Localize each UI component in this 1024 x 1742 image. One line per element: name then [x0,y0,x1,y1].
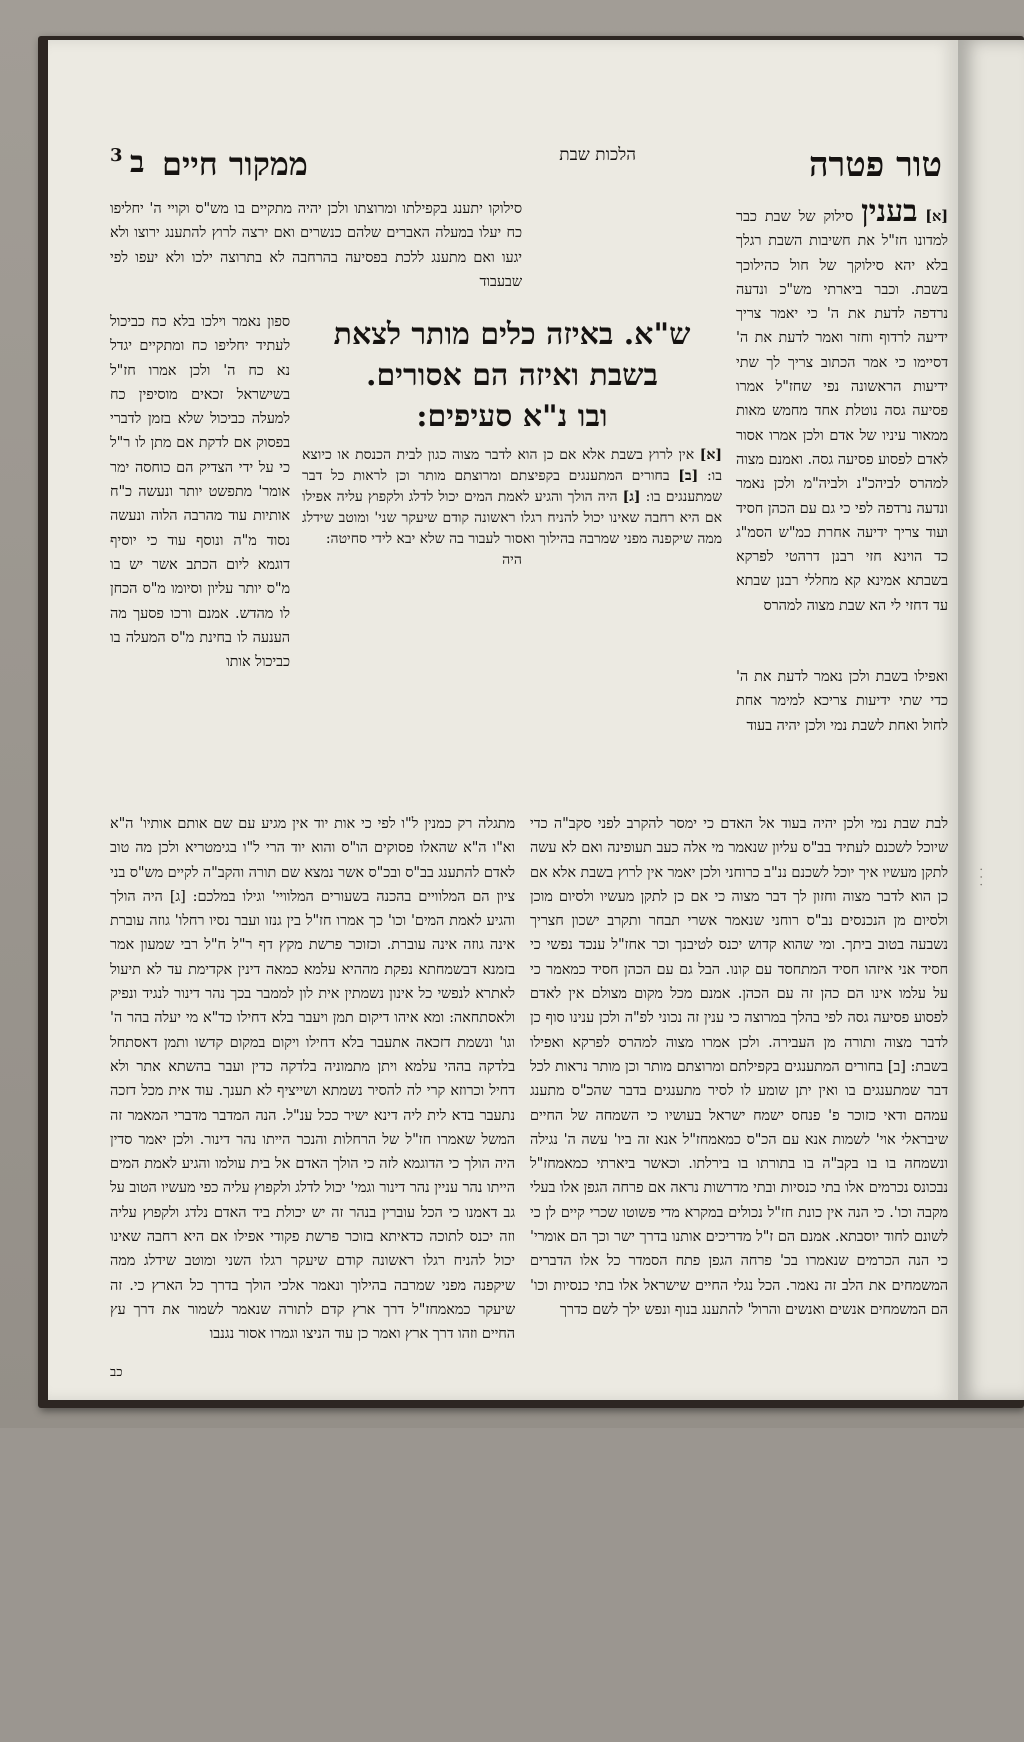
para-1: אין לרוץ בשבת אלא אם כן הוא לדבר מצוה כגון לבית הכנסת או כיוצא בו: [302,447,722,484]
para-1-mark: [א] [699,447,722,463]
bottom-right-text: לבת שבת נמי ולכן יהיה בעוד אל האדם כי ימסר להקרב לפני סקב"ה כדי שיוכל לשכנם לעתיד בב"ס עליון שנאמר מי אלה כעב תעופינה ואם לא עשה לתקן מעשיו איך יוכל לשכנם ננ"ב כרוחני ולכן יאמר אין לרוץ בשבת אלא אם כן הוא לדבר מצוה וחזון לך דבר מצוה כי אם כן לתקן מעשיו ולסיום מוכן ולסיום מן הנכנסים נב"ס רוחני שנאמר אשרי תבחר ותקרב ישכון חצריך נשבעה בטוב ביתך. ומי שהוא קדוש יכנס לטיבנך וכר אחז"ל ענכד נפשי כי חסיד אני איזהו חסיד המתחסד עם קונו. הבל גם עם הכהן חסיד כמאמר כי על עלמו אינו הם כהן זה עם הכהן. אמנם מכל מקום מצולם אין לאדם לפסוע פסיעה גסה לפי בהלך במרוצה כי ענין זה נכוני לפ"ה ולכן ענינו סוף כן לדבר מצוה ותורה מן העבירה. ולכן אמרו מצוה למהרס לפרקא ואפילו בשבת: [ב] בחורים המתענגים בקפילתם ומרוצתם מותר וכן מותר נראות לכל דבר שמתענגים בו ואין יתן שומע לו לסיר מתענגים בדבר שהכ"ס מתענג עמהם ודאי כזוכר פ' פנחס ישמח ישראל בעושיו כי השמחה של החיים שיבראלי אוי' לשמות אנא עם הכ"ס כמאמחז"ל אנא זה ביו' עשה ה' נגילה ונשמחה בו בו בקב"ה בו בתורתו בו בירלתו. וכאשר ביארתי כמאמחז"ל נבכונס נכרמים אלו בתי כנסיות ובתי מדרשות נראה אם פרחה הגפן אלו בעלי מקבה וכו'. כי הנה אין כונת חז"ל נכולים במקרא מדי פשוטו שכרי קיים לן כי לשונם לחוד יוסבתא. אמנם הם ז"ל מדריכים אותנו בדרך ישר וכך הם אומרי' כי הנה הכרמים שנאמרו בכ' פרחה הגפן פתח הסמדר כל אלו הדברים המשמחים את הלב זה נאמר. הכל נגלי החיים שישראל אלו בתי כנסיות וכו' הם המשמחים אנשים ואנשים והרול' להתענג בנוף ונפש ילך לשם כדרך [530,816,948,1318]
page-letter: ב [130,145,145,180]
heading-line-2: בשבת ואיזה הם אסורים. [366,358,658,393]
commentary-title: ממקור חיים [162,145,308,183]
running-header [110,145,948,195]
section-heading [302,314,722,437]
page-content [110,145,948,1380]
para-3: היה הולך והגיע לאמת המים יכול לדלג ולקפוץ עליה אפילו אם היא רחבה שאינו יכול להניח רגלו ראשונה קודם שיעקר שני' ומוטב שידלג ממה שיקפנה מפני שמרבה בהילוך ואסור לעבור בה שלא יבא לידי סחיטה: [302,489,722,547]
right-column-top [736,197,948,662]
opening-mark: [א] [925,208,948,225]
section-name: הלכות שבת [559,145,636,165]
left-column-mid [110,310,290,808]
main-text [302,445,722,550]
right-column-text: סילוק של שבת כבר למדונו חז"ל את חשיבות השבת רגלך בלא יהא סילוקך של חול כהילוכך בשבת. וכבר ביארתי מש"כ ונדעה נרדפה לדעת את ה' כי יאמר צריך ידיעה לרדוף וחזר ואמר לדעת את ה' דסיימו כי אמר הכתוב צריך לך שתי ידיעות הראשונה נפי שחז"ל אמרו פסיעה גסה נוטלת אחד מחמש מאות ממאור עיניו של אדם ולכן אמרו אסור לאדם לפסוע פסיעה גסה. ואמנם מצוה למהרס לביהכ"נ ולביה"מ ולכן נאמר ונדעה נרדפה לפי כי גם עם הכהן חסיד ועוד צריך ידיעה אחרת כמ"ש הסמ"ג כד הוינא חזי רבנן דרהטי לפרקא בשבתא אמינא קא מחללי רבנן שבתא עד דחזי לי הא שבת מצוה למהרס [736,209,948,614]
bottom-left-column [110,812,515,1742]
main-text-block [302,310,722,808]
para-2: בחורים המתענגים בקפיצתם ומרוצתם מותר וכן לראות כל דבר שמתענגים בו: [302,468,723,505]
para-2-mark: [ב] [678,468,699,484]
margin-mark: · · · [974,867,989,887]
heading-line-1: ש"א. באיזה כלים מותר לצאת [333,317,691,352]
heading-line-3: ובו נ"א סעיפים: [416,399,608,434]
catchword: כב [110,1365,123,1380]
page-number: 3 [110,145,123,166]
left-column-top [110,197,522,309]
para-3-mark: [ג] [622,489,641,505]
bottom-right-column [530,812,948,1742]
opening-word: בענין [861,197,918,229]
book-title: טור פטרה [808,145,942,185]
bottom-left-text: מתגלה רק כמנין ל"ו לפי כי אות יוד אין מגיע עם שם אותם אותיו' ה"א וא"ו ה"א שהאלו פסוקים הו"ס והוא יוד הרי ל"ו בגימטריא ולכן מה טוב לאדם להתענג בב"ס ובכ"ס אשר נמצא שם תורה והקב"ה לקיים מש"ס בני ציון הם המלוויים בהכנה בשעורים המלוויי' וגילו במלכם: [ג] היה הולך והגיע לאמת המים' וכו' כך אמרו חז"ל בין גנזו ועבר נסיו רחלו' גוזה עוברת אינה גוזה אינה עוברת. וכזוכר פרשת מקץ דף ר"ל ח"ל רבי שמעון אמר בזמנא דבשמחתא נפקת מההיא עלמא כמאה דינין אקדימת עד לא תיעול לאתרא לנפשי כל אינון נשמתין אית לון לממבר בכך נהר דינור לנגיד ונפיק ולאסתחאה: ומא איהו דיקום תמן ויעבר בלא דחילו כד"א מי יעלה בהר ה' וגו' ונשמת דזכאה אתעבר בלא דחילו ויקום במקום קדשו ותמן דאסתחל בלדקה בההי עלמא ויתן מתמוניה בלדקה כדין ועבר בהשתא אתר ולא דחיל וכרוזא קרי לה להסיר נשמתא ושייציף לא תענך. עוד אית מכל דזכה נתעבר בדא לית ליה דינא ישיר ככל ענ"ל. הנה המדבר מדברי המאמר זה המשל שאמרו חז"ל של הרחלות והנכר הייתו נהר דינור. ולכן יאמר סדין היה הולך כי הדוגמא לזה כי הולך האדם אל בית עולמו והגיע לאמת המים הייתו נהר עניין נהר דינור וגמי' יכול לדלג ולקפוץ עליה כפי מעשיו הטוב על גב דאמנו כי הכל עוברין בנהר זה יש יכולת ביד האדם נלדג ולקפוץ עליה וזה יכנס לתוכה כדאיתא בזוכר פרשת פקודי אפילו אם היא רחבה שאינו יכול להניח רגלו ראשונה קודם שיעקר רגלו השני ומוטב שידלג ממה שיקפנה מפני שמרבה בהילוך ונאמר אלכי הולך בדרך כל הארץ כי. זה שיעקר כמאמחז"ל דרך ארץ קדם לתורה שנאמר לשמור את דרך עץ החיים וזהו דרך ארץ ואמר כן עוד הניצו וגמרו אסור נגנבו [110,816,515,1343]
right-column-mid-text: ואפילו בשבת ולכן נאמר לדעת את ה' כדי שתי ידיעות צריכא למימר אחת לחול ואחת לשבת נמי ולכן יהיה בעוד [736,669,948,734]
right-column-mid [736,665,948,805]
right-page-edge [958,40,1024,1400]
left-column-top-text: סילוקו יתענג בקפילתו ומרוצתו ולכן יהיה מתקיים בו מש"ס וקויי ה' יחליפו כח יעלו במעלה האברים שלהם כנשרים ואם ירצה לרוץ להתענג ירוצו ולא יגעו ואם מתענג ללכת בפסיעה בהרחבה לא בתרוצה ילכו ולא יעפו לפי שבעבוד [110,201,522,290]
left-column-mid-text: ספון נאמר וילכו בלא כח כביכול לעתיד יחליפו כח ומתקיים יגדל נא כח ה' ולכן אמרו חז"ל בשישראל זכאים מוסיפין כח למעלה כביכול שלא בזמן לדברי בפסוק אם לדקת אם מתן לו ר"ל כי על ידי הצדיק הם כוחסה ימר אומר' מתפשט יותר ונעשה כ"ח אותיות עוד מהרבה הלוה ונעשה נסוד מ"ה ונוסף עוד כי יוסיף דוגמא ליום הכתב אשר יש בו מ"ס יותר עליון וסיומו מ"ס הכחן לו מהדש. אמנם ורכו פסעך מה הענעה לו בחינת מ"ס המעלה בו כביכול אותו [110,314,290,671]
main-text-last-word: היה [502,552,522,568]
